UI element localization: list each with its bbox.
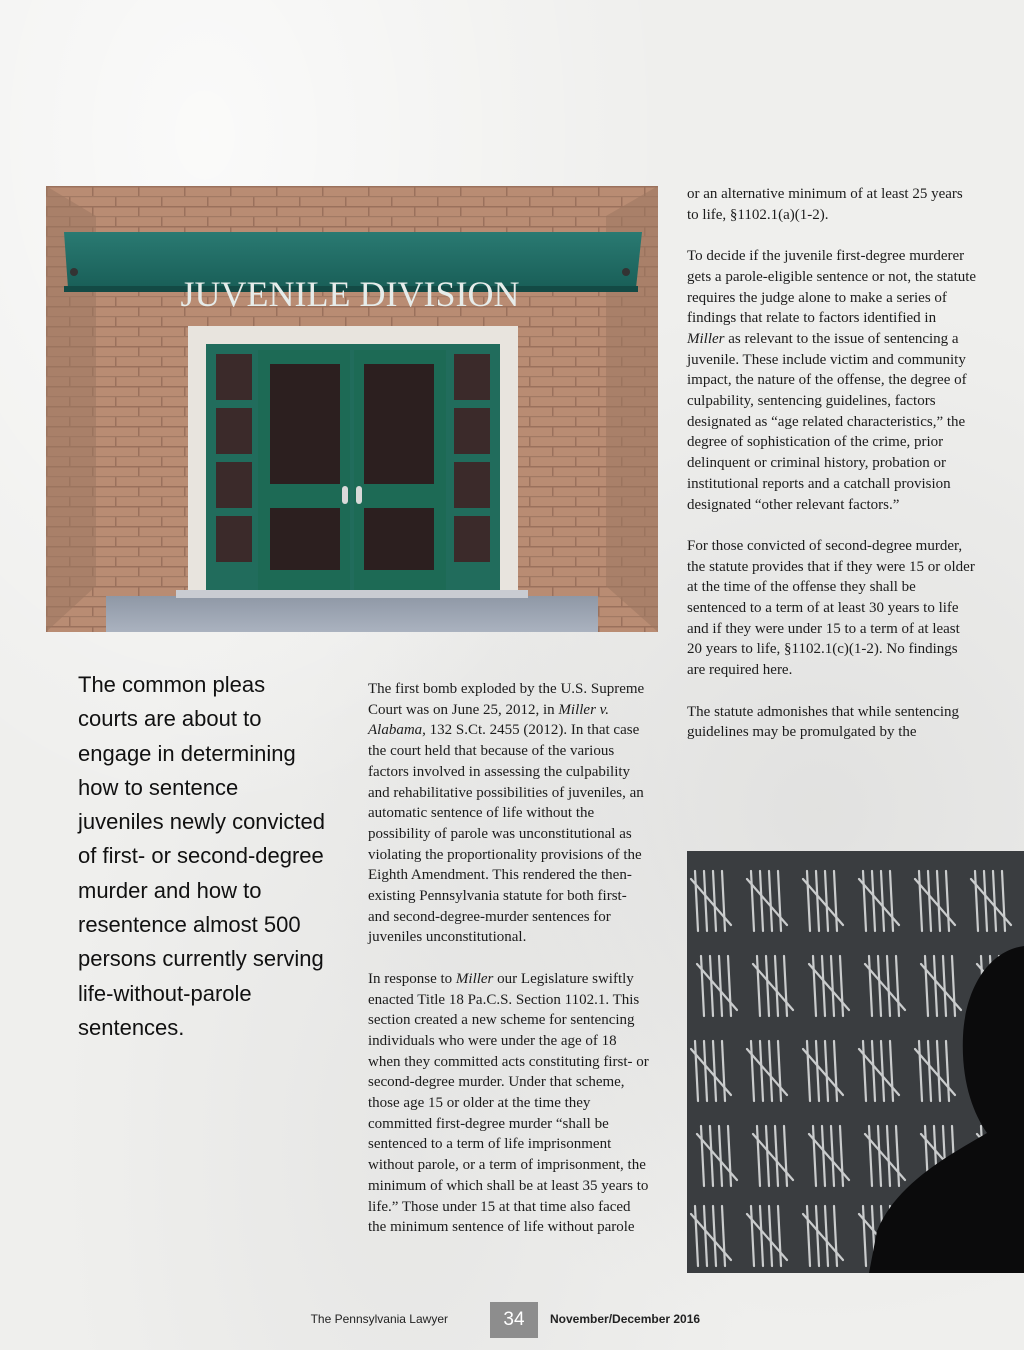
text-run: our Legislature swiftly enacted Title 18 Pa.C.S. Section 1102.1. This section created a new scheme for sentencing individuals who were under the age of 18 when they committed acts constituting first- or second-degree murder. Under that scheme, those age 15 or older at the time they committed first-degree murder “shall be sentenced to a term of life imprisonment without parole, or a term of imprisonment, the minimum of which shall be at least 35 years to life.” Those under 15 at that time also faced the minimum sentence of life without parole <box>368 970 649 1236</box>
pull-quote-text: The common pleas courts are about to engage in determining how to sentence juveniles newly convicted of first- or second-degree murder and how to resentence almost 500 persons currently serving life-without-parole sentences. <box>78 672 326 1040</box>
tally-marks-photo <box>687 851 1024 1273</box>
paragraph <box>368 679 650 948</box>
text-run: , 132 S.Ct. 2455 (2012). In that case the court held that because of the various factors involved in assessing the culpability and rehabilitative possibilities of juveniles, an automatic sentence of life without the possibility of parole was unconstitutional as violating the proportionality provisions of the Eighth Amendment. This rendered the then-existing Pennsylvania statute for both first- and second-degree-murder sentences for juveniles unconstitutional. <box>368 722 644 946</box>
paragraph <box>368 969 650 1238</box>
case-name: Miller v. Alabama <box>368 701 609 739</box>
case-name: Miller <box>455 970 494 987</box>
page-footer <box>0 1302 1024 1338</box>
text-run: The first bomb exploded by the U.S. Supreme Court was on June 25, 2012, in <box>368 681 645 718</box>
text-run: To decide if the juvenile first-degree murderer gets a parole-eligible sentence or not, the statute requires the judge alone to make a series of findings that relate to factors identified in <box>687 248 977 327</box>
text-run: In response to <box>368 970 456 987</box>
issue-date: November/December 2016 <box>550 1312 701 1326</box>
publication-name: The Pennsylvania Lawyer <box>310 1312 448 1326</box>
paragraph: For those convicted of second-degree murder, the statute provides that if they were 15 or older at the time of the offense they shall be sentenced to a term of at least 30 years to life and if they were under 15 to a term of at least 20 years to life, §1102.1(c)(1-2). No findings are required here. <box>687 537 975 679</box>
paragraph: The statute admonishes that while sentencing guidelines may be promulgated by the <box>687 703 960 741</box>
case-name: Miller <box>687 330 725 347</box>
sign-text: JUVENILE DIVISION <box>180 274 520 314</box>
juvenile-division-photo <box>46 186 658 632</box>
article-column-right <box>687 184 977 764</box>
tally-marks-illustration <box>687 851 1024 1273</box>
juvenile-division-illustration <box>46 186 658 632</box>
text-run: as relevant to the issue of sentencing a juvenile. These include victim and community impact, the nature of the offense, the degree of culpability, sentencing guidelines, factors designated as “age related characteristics,” the degree of sophistication of the crime, prior delinquent or criminal history, probation or institutional reports and a catchall provision designated “other relevant factors.” <box>687 330 967 513</box>
paragraph <box>687 246 977 515</box>
pull-quote <box>78 668 328 1045</box>
page-number: 34 <box>490 1302 538 1338</box>
paragraph: or an alternative minimum of at least 25 years to life, §1102.1(a)(1-2). <box>687 186 963 223</box>
article-column-middle <box>368 679 650 1259</box>
